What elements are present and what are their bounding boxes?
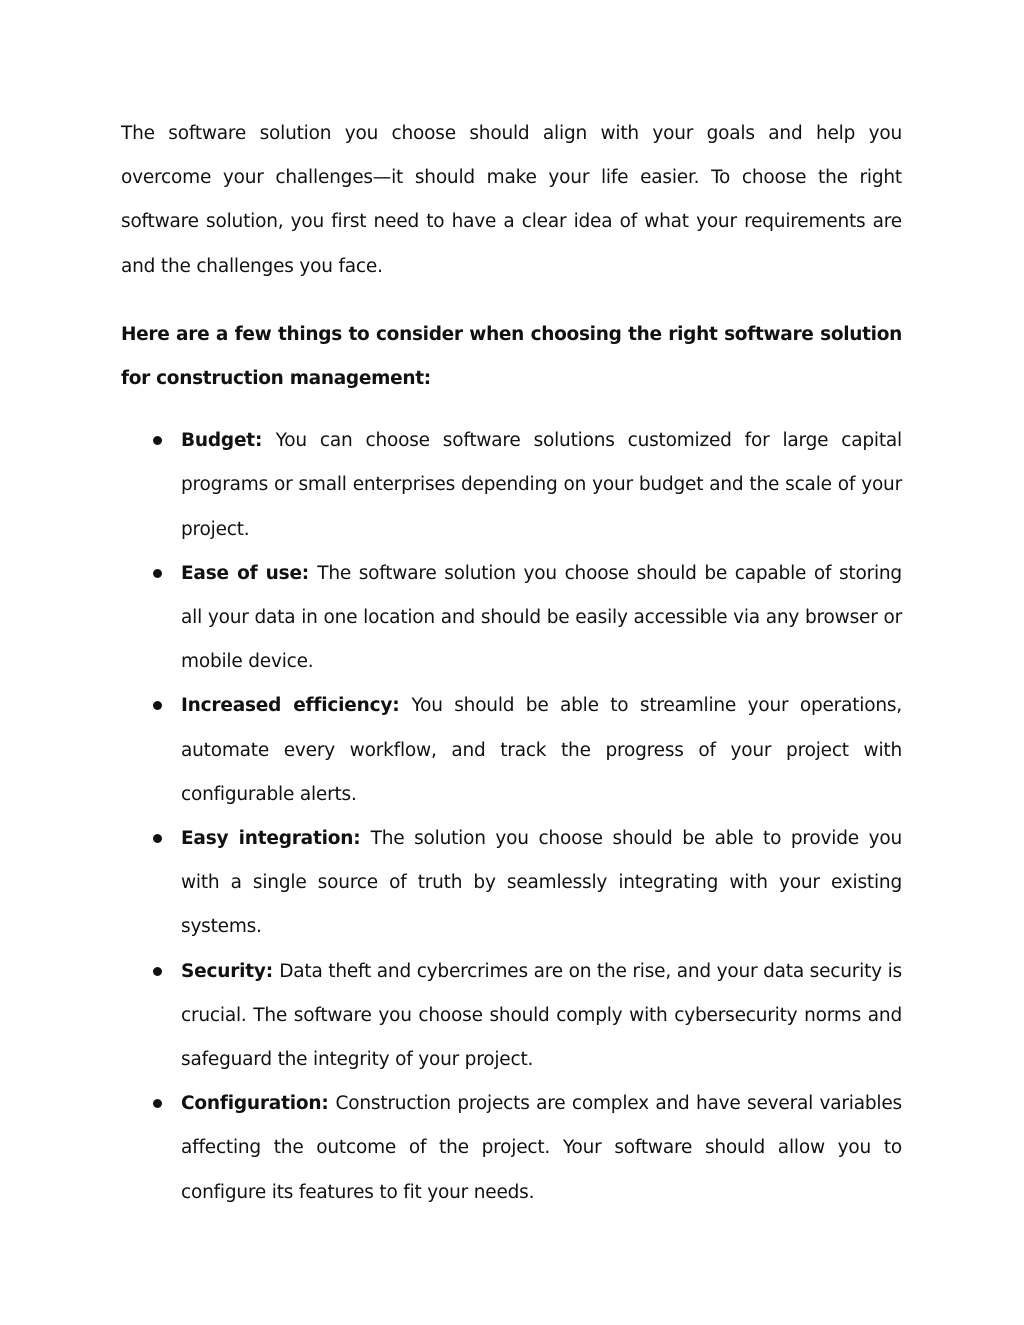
bullet-term: Increased efficiency: — [181, 695, 412, 717]
bullet-term: Ease of use: — [181, 562, 318, 584]
considerations-heading: Here are a few things to consider when choosing the right software solution for construction management: — [121, 323, 902, 390]
bullet-icon — [153, 834, 162, 843]
list-item-increased-efficiency — [121, 684, 902, 817]
bullet-icon — [153, 1099, 162, 1108]
document-page — [121, 112, 902, 1215]
bullet-text: The solution you choose should be able to provide you with a single source of truth by seamlessly integrating with your existing systems. — [181, 828, 902, 938]
bullet-icon — [153, 967, 162, 976]
bullet-icon — [153, 436, 162, 445]
bullet-term: Budget: — [181, 430, 276, 452]
bullet-text: Construction projects are complex and have several variables affecting the outcome of the project. Your software should allow you to configure its features to fit your needs. — [181, 1093, 902, 1203]
bullet-icon — [153, 701, 162, 710]
bullet-text: Data theft and cybercrimes are on the rise, and your data security is crucial. The software you choose should comply with cybersecurity norms and safeguard the integrity of your project. — [181, 960, 902, 1071]
list-item-easy-integration — [121, 817, 902, 950]
bullet-text: The software solution you choose should be capable of storing all your data in one location and should be easily accessible via any browser or mobile device. — [181, 562, 902, 673]
bullet-text: You can choose software solutions customized for large capital programs or small enterprises depending on your budget and the scale of your project. — [181, 430, 902, 540]
list-item-ease-of-use — [121, 552, 902, 685]
list-item-security — [121, 950, 902, 1083]
considerations-list — [121, 419, 902, 1215]
bullet-term: Security: — [181, 960, 280, 982]
bullet-term: Easy integration: — [181, 828, 371, 850]
intro-paragraph: The software solution you choose should align with your goals and help you overcome your challenges—it should make your life easier. To choose the right software solution, you first need to have a clear idea of what your requirements are and the challenges you face. — [121, 123, 902, 277]
list-item-budget — [121, 419, 902, 552]
bullet-term: Configuration: — [181, 1093, 336, 1115]
bullet-icon — [153, 569, 162, 578]
list-item-configuration — [121, 1082, 902, 1215]
bullet-text: You should be able to streamline your operations, automate every workflow, and track the progress of your project with configurable alerts. — [181, 695, 902, 805]
